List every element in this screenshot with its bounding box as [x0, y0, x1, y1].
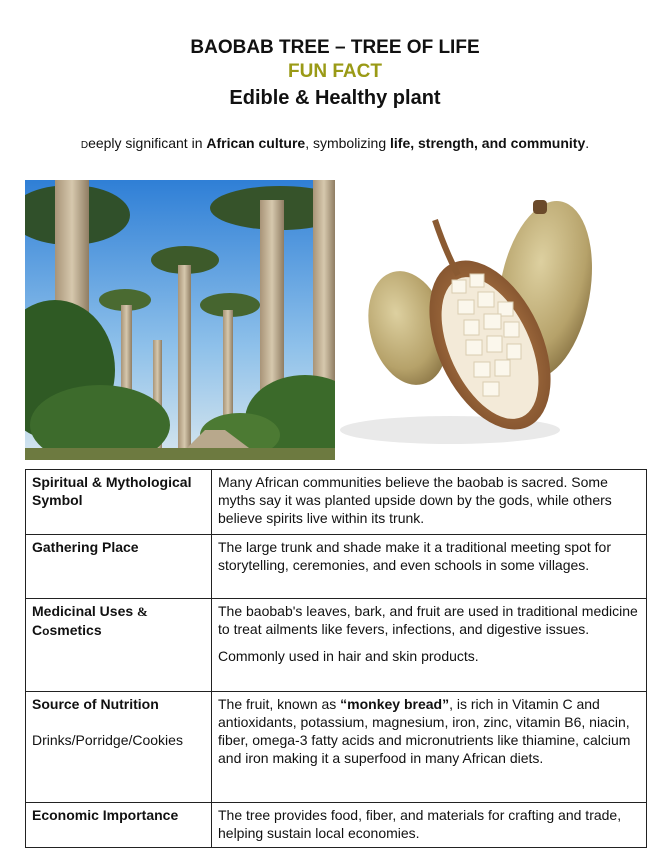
label-text: C [32, 622, 43, 638]
row-label-nutrition [26, 692, 212, 803]
label-ampersand: & [137, 604, 148, 619]
page-title: BAOBAB TREE – TREE OF LIFE [190, 37, 480, 58]
table-row [26, 599, 647, 692]
label-text: Source of Nutrition [32, 696, 159, 712]
fun-fact-heading: FUN FACT [288, 61, 382, 82]
intro-bold-culture: African culture [206, 135, 306, 151]
row-desc-medicinal [212, 599, 647, 692]
row-desc-spiritual: Many African communities believe the baobab is sacred. Some myths say it was planted upside down by the gods, while others believe spirits live within its trunk. [212, 470, 647, 535]
intro-text: . [585, 135, 590, 151]
desc-paragraph: The baobab's leaves, bark, and fruit are used in traditional medicine to treat ailments like fevers, infections, and digestive issues. [218, 603, 638, 637]
desc-text: , is rich in Vitamin C and antioxidants, potassium, magnesium, iron, zinc, vitamin B6, niacin, fiber, omega-3 fatty acids and micronutrients like thiamine, calcium and iron making it a superfood in many African diets. [218, 696, 631, 766]
row-label-medicinal [26, 599, 212, 692]
intro-paragraph [0, 135, 670, 151]
table-row [26, 470, 647, 535]
label-text: o [42, 624, 50, 638]
label-text: Medicinal Uses [32, 603, 134, 619]
row-label-gathering: Gathering Place [26, 535, 212, 599]
desc-paragraph: Commonly used in hair and skin products. [218, 648, 479, 664]
baobab-fruit-photo [340, 180, 623, 460]
tagline-heading: Edible & Healthy plant [229, 87, 441, 109]
row-label-economic: Economic Importance [26, 803, 212, 848]
row-desc-gathering: The large trunk and shade make it a traditional meeting spot for storytelling, ceremonies, and even schools in some villages. [212, 535, 647, 599]
baobab-trees-photo [25, 180, 335, 460]
table-row [26, 692, 647, 803]
intro-bold-values: life, strength, and community [390, 135, 586, 151]
table-row [26, 535, 647, 599]
label-text: smetics [49, 622, 102, 638]
desc-bold-monkey-bread: “monkey bread” [340, 696, 450, 712]
intro-text: eeply significant in [88, 135, 207, 151]
row-desc-nutrition [212, 692, 647, 803]
label-sub-text: Drinks/Porridge/Cookies [32, 732, 183, 748]
intro-first-letter: D [80, 140, 89, 151]
intro-text: , symbolizing [305, 135, 390, 151]
facts-table [25, 469, 647, 848]
row-desc-economic: The tree provides food, fiber, and materials for crafting and trade, helping sustain local economies. [212, 803, 647, 848]
table-row [26, 803, 647, 848]
desc-text: The fruit, known as [218, 696, 341, 712]
row-label-spiritual: Spiritual & Mythological Symbol [26, 470, 212, 535]
